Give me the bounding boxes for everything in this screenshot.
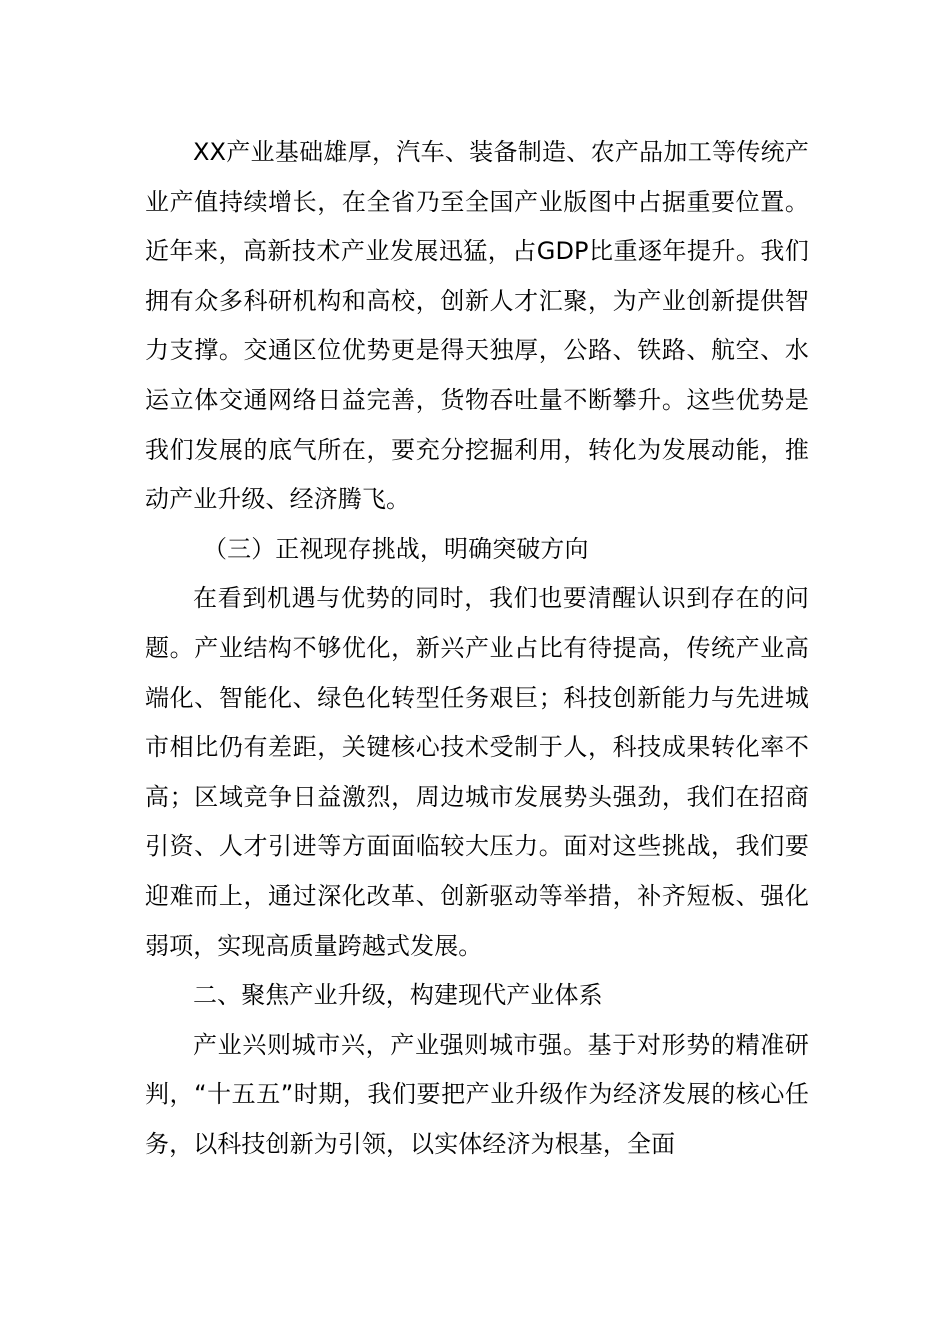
paragraph-industrial-advantages: XX产业基础雄厚，汽车、装备制造、农产品加工等传统产业产值持续增长，在全省乃至全国产业版图中占据重要位置。近年来，高新技术产业发展迅猛，占GDP比重逐年提升。我们拥有众多科研机构和高校，创新人才汇聚，为产业创新提供智力支撑。交通区位优势更是得天独厚，公路、铁路、航空、水运立体交通网络日益完善，货物吞吐量不断攀升。这些优势是我们发展的底气所在，要充分挖掘利用，转化为发展动能，推动产业升级、经济腾飞。 [145,138,809,514]
paragraph-industry-upgrade: 产业兴则城市兴，产业强则城市强。基于对形势的精准研判，“十五五”时期，我们要把产业升级作为经济发展的核心任务，以科技创新为引领，以实体经济为根基，全面 [145,1030,809,1158]
section-heading-industry-upgrade: 二、聚焦产业升级，构建现代产业体系 [193,981,603,1010]
document-body [145,128,809,1169]
section-heading-challenges: （三）正视现存挑战，明确突破方向 [203,534,589,563]
paragraph-existing-problems: 在看到机遇与优势的同时，我们也要清醒认识到存在的问题。产业结构不够优化，新兴产业占比有待提高，传统产业高端化、智能化、绿色化转型任务艰巨；科技创新能力与先进城市相比仍有差距，关键核心技术受制于人，科技成果转化率不高；区域竞争日益激烈，周边城市发展势头强劲，我们在招商引资、人才引进等方面面临较大压力。面对这些挑战，我们要迎难而上，通过深化改革、创新驱动等举措，补齐短板、强化弱项，实现高质量跨越式发展。 [145,584,809,960]
